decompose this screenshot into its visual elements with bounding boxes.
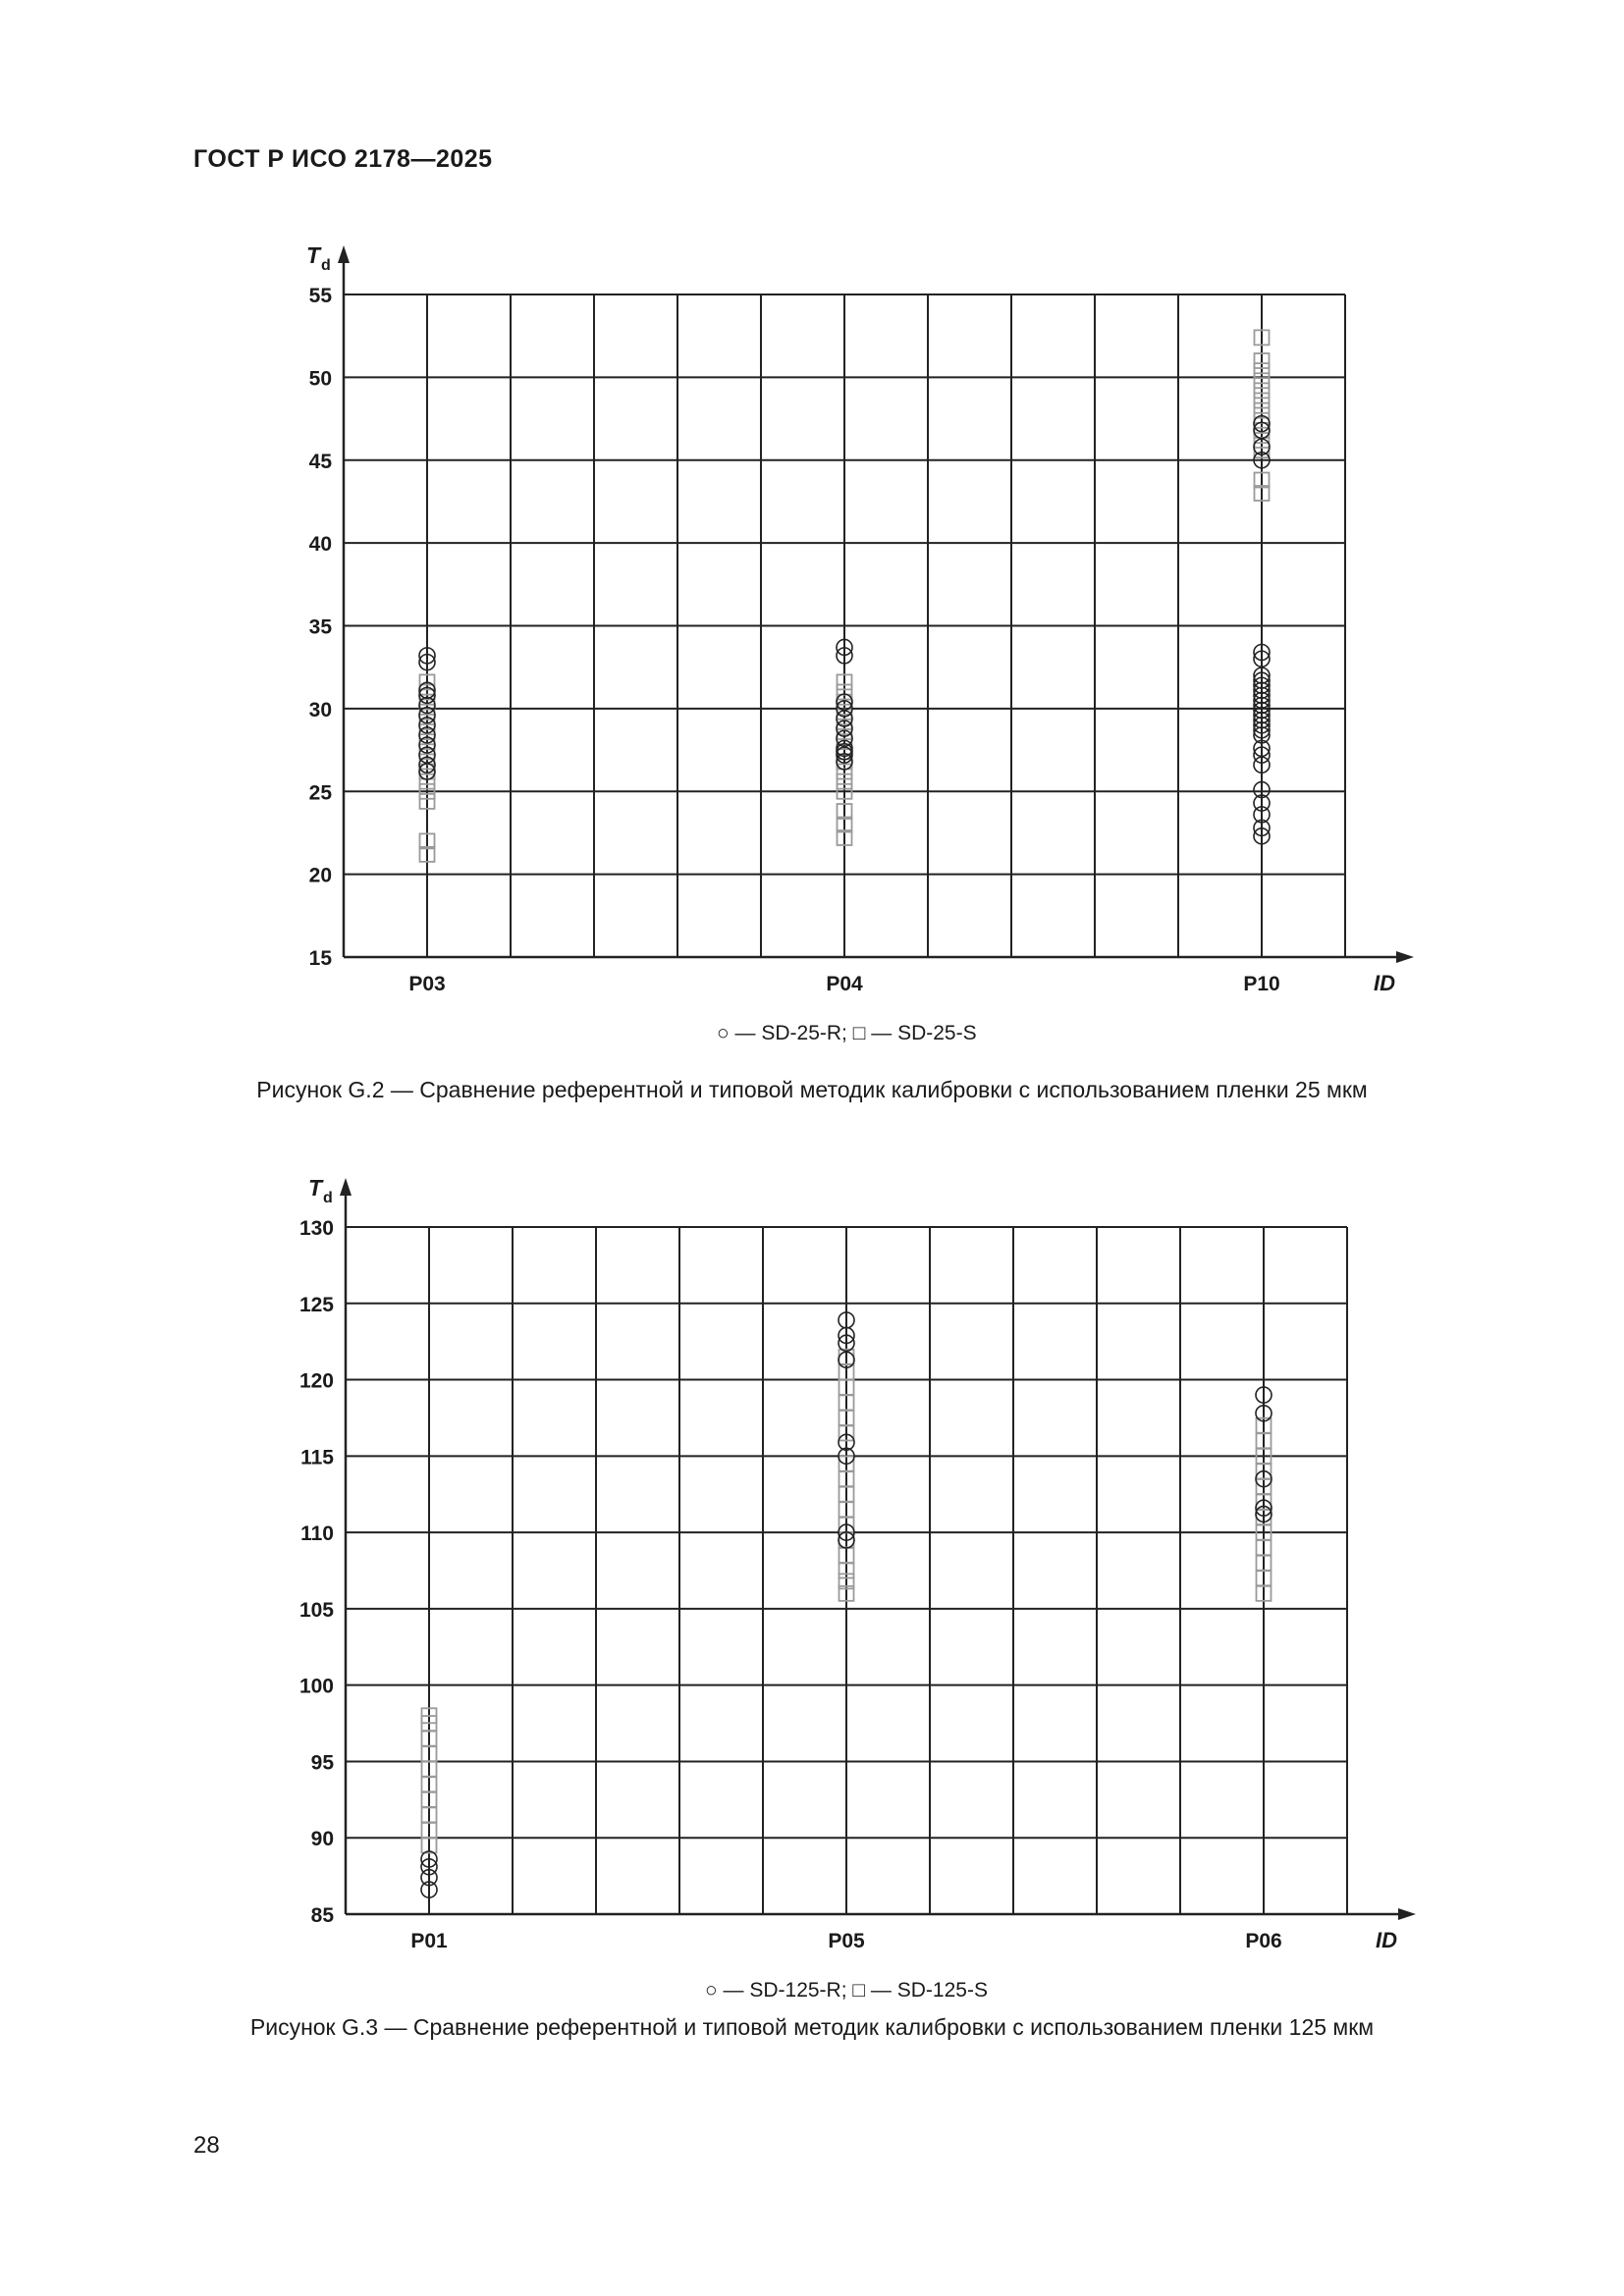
x-tick-label-p05: P05 [828, 1930, 865, 1952]
x-axis-arrow [1396, 951, 1414, 963]
legend-text [705, 1979, 988, 2002]
legend-r-symbol: ○ [717, 1022, 730, 1044]
y-tick-label: 95 [310, 1751, 334, 1775]
x-axis-label: ID [1374, 971, 1395, 995]
legend [717, 1022, 977, 1044]
y-tick-label: 100 [298, 1675, 334, 1698]
legend-s-symbol: □ [852, 1022, 866, 1044]
legend-r-label: — SD-125-R; [717, 1979, 853, 2002]
y-axis-label: T [308, 1175, 323, 1201]
y-axis-label-subscript: d [321, 257, 331, 274]
y-tick-label: 55 [308, 285, 332, 307]
y-tick-label: 25 [308, 781, 332, 805]
legend-s-label: — SD-25-S [865, 1022, 977, 1044]
y-tick-label: 105 [298, 1598, 334, 1622]
legend-text [717, 1022, 977, 1044]
legend [705, 1979, 988, 2002]
y-tick-label: 115 [300, 1446, 334, 1469]
y-tick-label: 45 [308, 450, 332, 473]
legend-s-label: — SD-125-S [865, 1979, 988, 2002]
x-axis-label: ID [1376, 1928, 1397, 1952]
grid [344, 294, 1345, 957]
document-header: ГОСТ Р ИСО 2178—2025 [193, 145, 493, 173]
y-tick-label: 85 [310, 1904, 334, 1927]
x-axis-arrow [1398, 1908, 1416, 1920]
y-tick-label: 120 [298, 1369, 334, 1393]
legend-r-symbol: ○ [705, 1979, 718, 2002]
x-tick-label-p01: P01 [410, 1930, 448, 1952]
y-tick-label: 40 [308, 533, 332, 557]
y-axis-arrow [338, 245, 350, 263]
y-axis-label-subscript: d [323, 1190, 333, 1206]
legend-s-symbol: □ [852, 1979, 866, 2002]
legend-r-label: — SD-25-R; [729, 1022, 853, 1044]
x-tick-label-p03: P03 [408, 973, 446, 995]
y-tick-label: 90 [310, 1828, 334, 1851]
figure-caption-g3: Рисунок G.3 — Сравнение референтной и типовой методик калибровки с использованием пленки 125 мкм [249, 2014, 1375, 2040]
y-tick-label: 30 [308, 698, 332, 721]
y-tick-label: 20 [308, 864, 332, 887]
chart-g3-sd-125 [0, 1158, 1624, 2002]
chart-g2-sd-25 [0, 226, 1624, 1050]
page-number: 28 [193, 2132, 220, 2159]
x-tick-label-p10: P10 [1243, 973, 1280, 995]
y-tick-label: 15 [308, 947, 332, 970]
y-tick-label: 35 [308, 615, 332, 639]
y-axis-arrow [340, 1178, 352, 1196]
y-tick-label: 50 [308, 367, 332, 391]
grid [346, 1227, 1347, 1914]
y-tick-label: 110 [300, 1522, 334, 1546]
y-tick-label: 125 [298, 1293, 334, 1316]
x-tick-label-p04: P04 [826, 973, 863, 995]
y-tick-label: 130 [298, 1217, 334, 1240]
x-tick-label-p06: P06 [1245, 1930, 1282, 1952]
y-axis-label: T [306, 242, 321, 268]
figure-caption-g2: Рисунок G.2 — Сравнение референтной и типовой методик калибровки с использованием пленки 25 мкм [256, 1077, 1368, 1102]
